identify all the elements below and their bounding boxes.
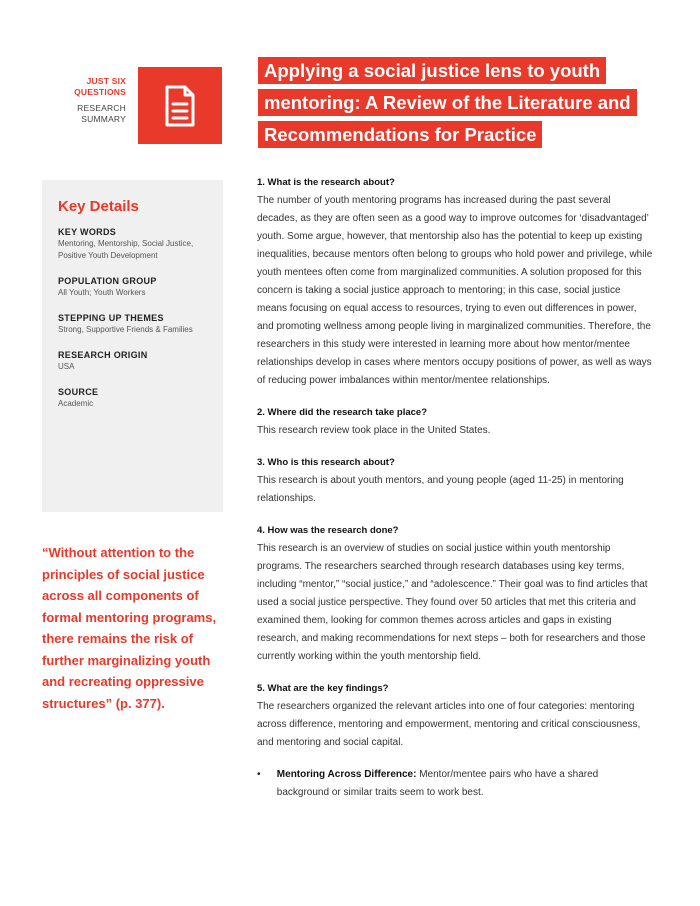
bullet-heading: Mentoring Across Difference: [276,769,417,780]
key-detail-value: Academic [58,399,94,408]
key-details-list [58,226,218,423]
bullet-marker: • [257,769,261,780]
section-answer: The researchers organized the relevant articles into one of four categories: mentoring across difference, mentoring and empowerment, mentoring and critical consciousness, and mentoring and social capital. [257,701,641,748]
title-line-3: Recommendations for Practice [258,121,542,148]
key-detail-value: USA [58,362,75,371]
section-2 [257,406,653,440]
section-question: 5. What are the key findings? [257,683,389,694]
page-title [258,57,658,153]
main-content [257,176,653,802]
key-detail-keywords [58,226,218,262]
section-5 [257,682,653,752]
brand-line-4: SUMMARY [81,114,126,124]
title-line-2: mentoring: A Review of the Literature and [258,89,637,116]
section-3 [257,456,653,508]
key-detail-label: RESEARCH ORIGIN [58,350,148,360]
section-answer: This research is about youth mentors, and young people (aged 11-25) in mentoring relationships. [257,475,624,504]
section-question: 1. What is the research about? [257,177,395,188]
brand-type [60,103,126,125]
section-question: 2. Where did the research take place? [257,407,428,418]
key-details-panel [42,180,223,512]
document-icon-box [138,67,222,144]
section-question: 3. Who is this research about? [257,457,395,468]
pull-quote: “Without attention to the principles of social justice across all components of formal mentoring programs, there remains the risk of further marginalizing youth and recreating oppressive structures” (p. 377). [42,545,217,711]
key-detail-population [58,275,218,299]
section-answer: This research review took place in the United States. [257,425,491,436]
key-detail-label: KEY WORDS [58,227,117,237]
section-4 [257,524,653,666]
section-1 [257,176,653,390]
brand-series [60,76,126,98]
key-detail-label: STEPPING UP THEMES [58,313,164,323]
section-answer: This research is an overview of studies on social justice within youth mentorship programs. The researchers searched through research databases using key terms, including “mentor,” “social justice,” and “adolescence.” Their goal was to find articles that used a social justice perspective. They found over 50 articles that met this criteria and examined them, looking for common themes across articles and gaps in existing research, and making recommendations for next steps – both for researchers and those currently working within the youth mentorship field. [257,543,648,662]
key-detail-origin [58,349,218,373]
brand-line-1: JUST SIX [86,76,126,86]
key-details-heading: Key Details [58,198,139,215]
key-detail-value: Strong, Supportive Friends & Families [58,325,193,334]
document-icon [163,84,197,128]
key-detail-label: POPULATION GROUP [58,276,157,286]
title-line-1: Applying a social justice lens to youth [258,57,606,84]
key-detail-source [58,386,218,410]
brand-line-2: QUESTIONS [74,87,126,97]
key-detail-label: SOURCE [58,387,99,397]
key-detail-value: Mentoring, Mentorship, Social Justice, Positive Youth Development [58,239,194,260]
key-detail-themes [58,312,218,336]
brand-line-3: RESEARCH [77,103,126,113]
bullet-text [277,766,653,802]
finding-bullet [257,766,653,802]
section-question: 4. How was the research done? [257,525,399,536]
section-answer: The number of youth mentoring programs has increased during the past several decades, as they are often seen as a good way to improve outcomes for ‘disadvantaged’ youth. Some argue, however, that mentorship also has the potential to keep up existing inequalities, because mentors often belong to groups who hold power and privilege, while youth mentees often come from marginalized communities. A solution proposed for this concern is taking a social justice approach to mentoring; in this case, social justice means focusing on equal access to resources, trying to even out differences in power, and promoting wellness among people living in marginalized communities. Therefore, the researchers in this study were interested in learning more about how mentor/mentee relationships develop in cases where mentors occupy positions of power, as well as ways of reducing power imbalances within mentor/mentee relationships. [257,195,653,386]
brand-label [60,76,126,125]
key-detail-value: All Youth; Youth Workers [58,288,146,297]
bullet-body: Mentor/mentee pairs who have a shared background or similar traits seem to work best. [276,769,599,798]
